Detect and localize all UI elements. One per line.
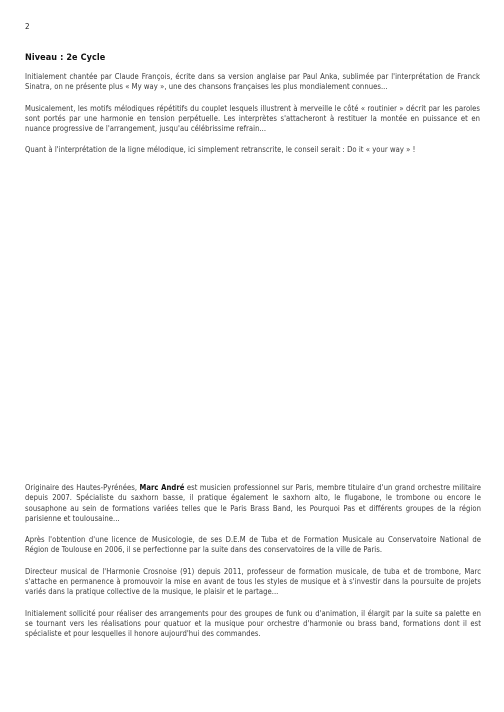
description-paragraph: Musicalement, les motifs mélodiques répétitifs du couplet lesquels illustrent à merveille le côté « routinier » décrit par les paroles sont portés par une harmonie en tension perpétuelle. Les interprètes s'attacheront à restituer la montée en puissance et en nuance progressive de l'arrangement, jusqu'au célébrissime refrain... [25,103,480,134]
bio-intro-before: Originaire des Hautes-Pyrénées, [25,483,140,492]
description-paragraph: Quant à l'interprétation de la ligne mélodique, ici simplement retranscrite, le conseil serait : Do it « your way » ! [25,145,416,155]
description-paragraph: Initialement chantée par Claude François, écrite dans sa version anglaise par Paul Anka, sublimée par l'interprétation de Franck Sinatra, on ne présente plus « My way », une des chansons françaises les plus mondialement connues... [25,72,480,92]
bio-paragraph: Directeur musical de l'Harmonie Crosnoise (91) depuis 2011, professeur de formation musicale, de tuba et de trombone, Marc s'attache en permanence à promouvoir la mise en avant de tous les styles de musique et à s'investir dans la poursuite de projets variés dans la pratique collective de la musique, le plaisir et le partage... [25,566,481,597]
level-heading: Niveau : 2e Cycle [25,53,106,63]
arranger-biography [25,483,481,651]
bio-intro-paragraph [25,483,481,524]
song-description [25,72,480,167]
bio-intro-after: est musicien professionnel sur Paris, membre titulaire d'un grand orchestre militaire depuis 2007. Spécialiste du saxhorn basse, il pratique également le saxhorn alto, le flugabone, le trombone ou encore le sousaphone au sein de formations variées telles que le Paris Brass Band, les Pourquoi Pas et différents groupes de la région parisienne et toulousaine... [25,483,481,523]
bio-paragraph: Initialement sollicité pour réaliser des arrangements pour des groupes de funk ou d'animation, il élargit par la suite sa palette en se tournant vers les réalisations pour quatuor et la musique pour orchestre d'harmonie ou brass band, formations dont il est spécialiste et pour lesquelles il honore aujourd'hui des commandes. [25,608,481,639]
page-number: 2 [25,22,30,31]
bio-paragraph: Après l'obtention d'une licence de Musicologie, de ses D.E.M de Tuba et de Formation Musicale au Conservatoire National de Région de Toulouse en 2006, il se perfectionne par la suite dans des conservatoires de la ville de Paris. [25,535,481,555]
arranger-name: Marc André [139,483,185,492]
